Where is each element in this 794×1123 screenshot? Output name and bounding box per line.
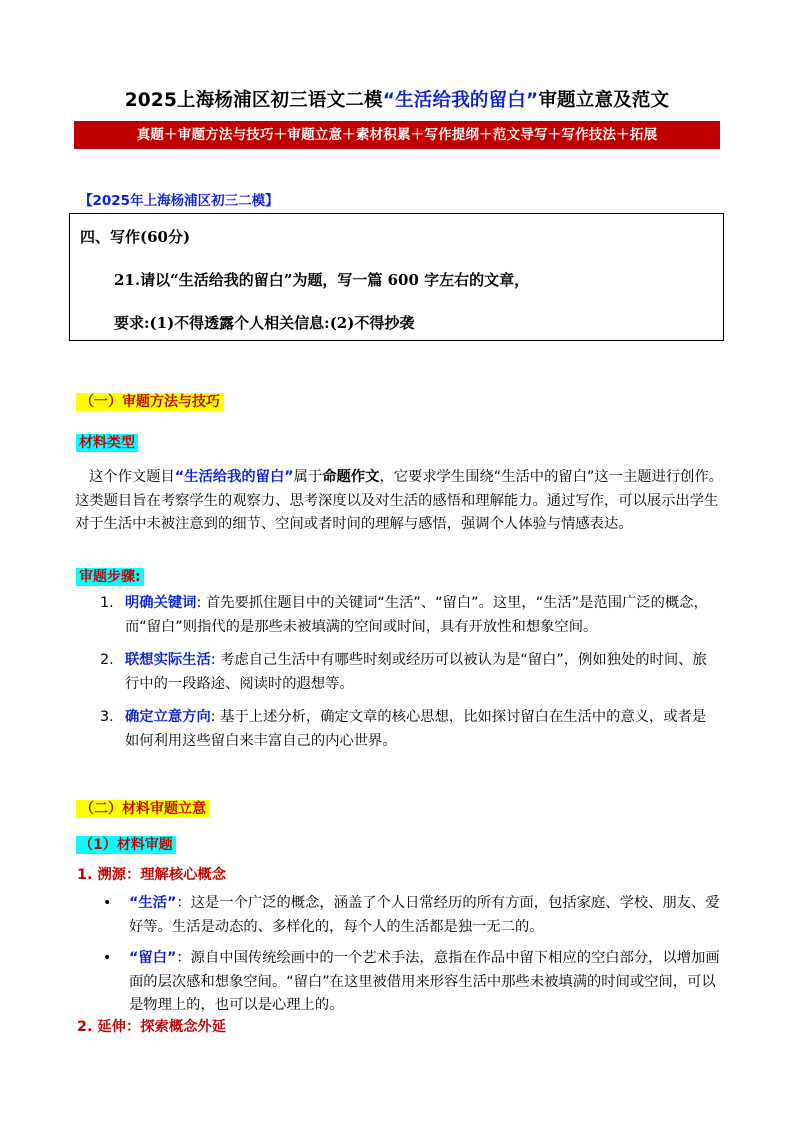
- bullet-text: ：这是一个广泛的概念，涵盖了个人日常经历的所有方面，包括家庭、学校、朋友、爱好等。生活是动态的、多样化的，每个人的生活都是独一无二的。: [129, 895, 720, 935]
- question-line-2: 要求:(1)不得透露个人相关信息:(2)不得抄袭: [114, 314, 415, 332]
- material-type-label-text: 材料类型: [76, 434, 138, 452]
- step-text: : 首先要抓住题目中的关键词“生活”、“留白”。这里，“生活”是范围广泛的概念，而“留白”则指代的是那些未被填满的空间或时间，具有开放性和想象空间。: [125, 595, 708, 635]
- steps-list: [100, 592, 720, 763]
- bullet-dot-icon: •: [103, 950, 112, 966]
- intro-paragraph: [75, 466, 725, 537]
- bullet-text: ：源自中国传统绘画中的一个艺术手法，意指在作品中留下相应的空白部分，以增加画面的层次感和想象空间。“留白”在这里被借用来形容生活中那些未被填满的时间或空间，可以是物理上的，也可以是心理上的。: [129, 950, 720, 1013]
- bullet-key: “生活”: [129, 895, 177, 911]
- step-number: 2.: [100, 652, 114, 668]
- step-number: 1.: [100, 595, 114, 611]
- question-line-1: 21.请以“生活给我的留白”为题，写一篇 600 字左右的文章，: [114, 271, 530, 289]
- intro-rest: ，它要求学生围绕“生活中的留白”这一主题进行创作。这类题目旨在考察学生的观察力、思考深度以及对生活的感悟和理解能力。通过写作，可以展示出学生对于生活中未被注意到的细节、空间或者时间的理解与感悟，强调个人体验与情感表达。: [75, 469, 724, 532]
- intro-mid: 属于: [293, 469, 323, 485]
- step-item: [100, 706, 720, 753]
- section1-heading: [76, 391, 224, 411]
- title-highlight: “生活给我的留白”: [382, 90, 539, 111]
- title-prefix: 2025上海杨浦区初三语文二模: [124, 90, 383, 111]
- intro-lead: 这个作文题目: [89, 469, 175, 485]
- step-text: : 基于上述分析，确定文章的核心思想，比如探讨留白在生活中的意义，或者是如何利用这些留白来丰富自己的内心世界。: [125, 709, 707, 749]
- steps-label: [76, 566, 144, 586]
- step-number: 3.: [100, 709, 114, 725]
- subsection-heading-text: （1）材料审题: [76, 836, 176, 854]
- step-text: : 考虑自己生活中有哪些时刻或经历可以被认为是“留白”，例如独处的时间、旅行中的一段路途、阅读时的遐想等。: [125, 652, 707, 692]
- point1-heading: 1. 溯源：理解核心概念: [77, 867, 227, 883]
- intro-topic: “生活给我的留白”: [174, 469, 294, 485]
- step-key: 联想实际生活: [125, 652, 211, 668]
- question-heading: 四、写作(60分): [80, 228, 191, 246]
- step-key: 明确关键词: [125, 595, 197, 611]
- step-item: [100, 649, 720, 696]
- bullet-key: “留白”: [129, 950, 177, 966]
- title-suffix: 审题立意及范文: [538, 90, 670, 111]
- steps-label-text: 审题步骤:: [76, 568, 144, 586]
- step-item: [100, 592, 720, 639]
- material-type-label: [76, 432, 138, 452]
- contents-banner: 真题＋审题方法与技巧＋审题立意＋素材积累＋写作提纲＋范文导写＋写作技法＋拓展: [74, 121, 720, 149]
- point2-heading: 2. 延伸：探索概念外延: [77, 1019, 227, 1035]
- bullet-item: [103, 947, 723, 1018]
- intro-type: 命题作文: [322, 469, 380, 485]
- bullet-dot-icon: •: [103, 895, 112, 911]
- subsection-heading: [76, 834, 176, 854]
- exam-tag: 【2025年上海杨浦区初三二模】: [79, 193, 279, 209]
- step-key: 确定立意方向: [125, 709, 211, 725]
- document-title: [0, 86, 794, 112]
- concept-bullets: [103, 892, 723, 1026]
- section1-heading-text: （一）审题方法与技巧: [76, 393, 224, 411]
- question-box: [69, 213, 724, 341]
- section2-heading: [76, 798, 210, 818]
- bullet-item: [103, 892, 723, 939]
- section2-heading-text: （二）材料审题立意: [76, 800, 210, 818]
